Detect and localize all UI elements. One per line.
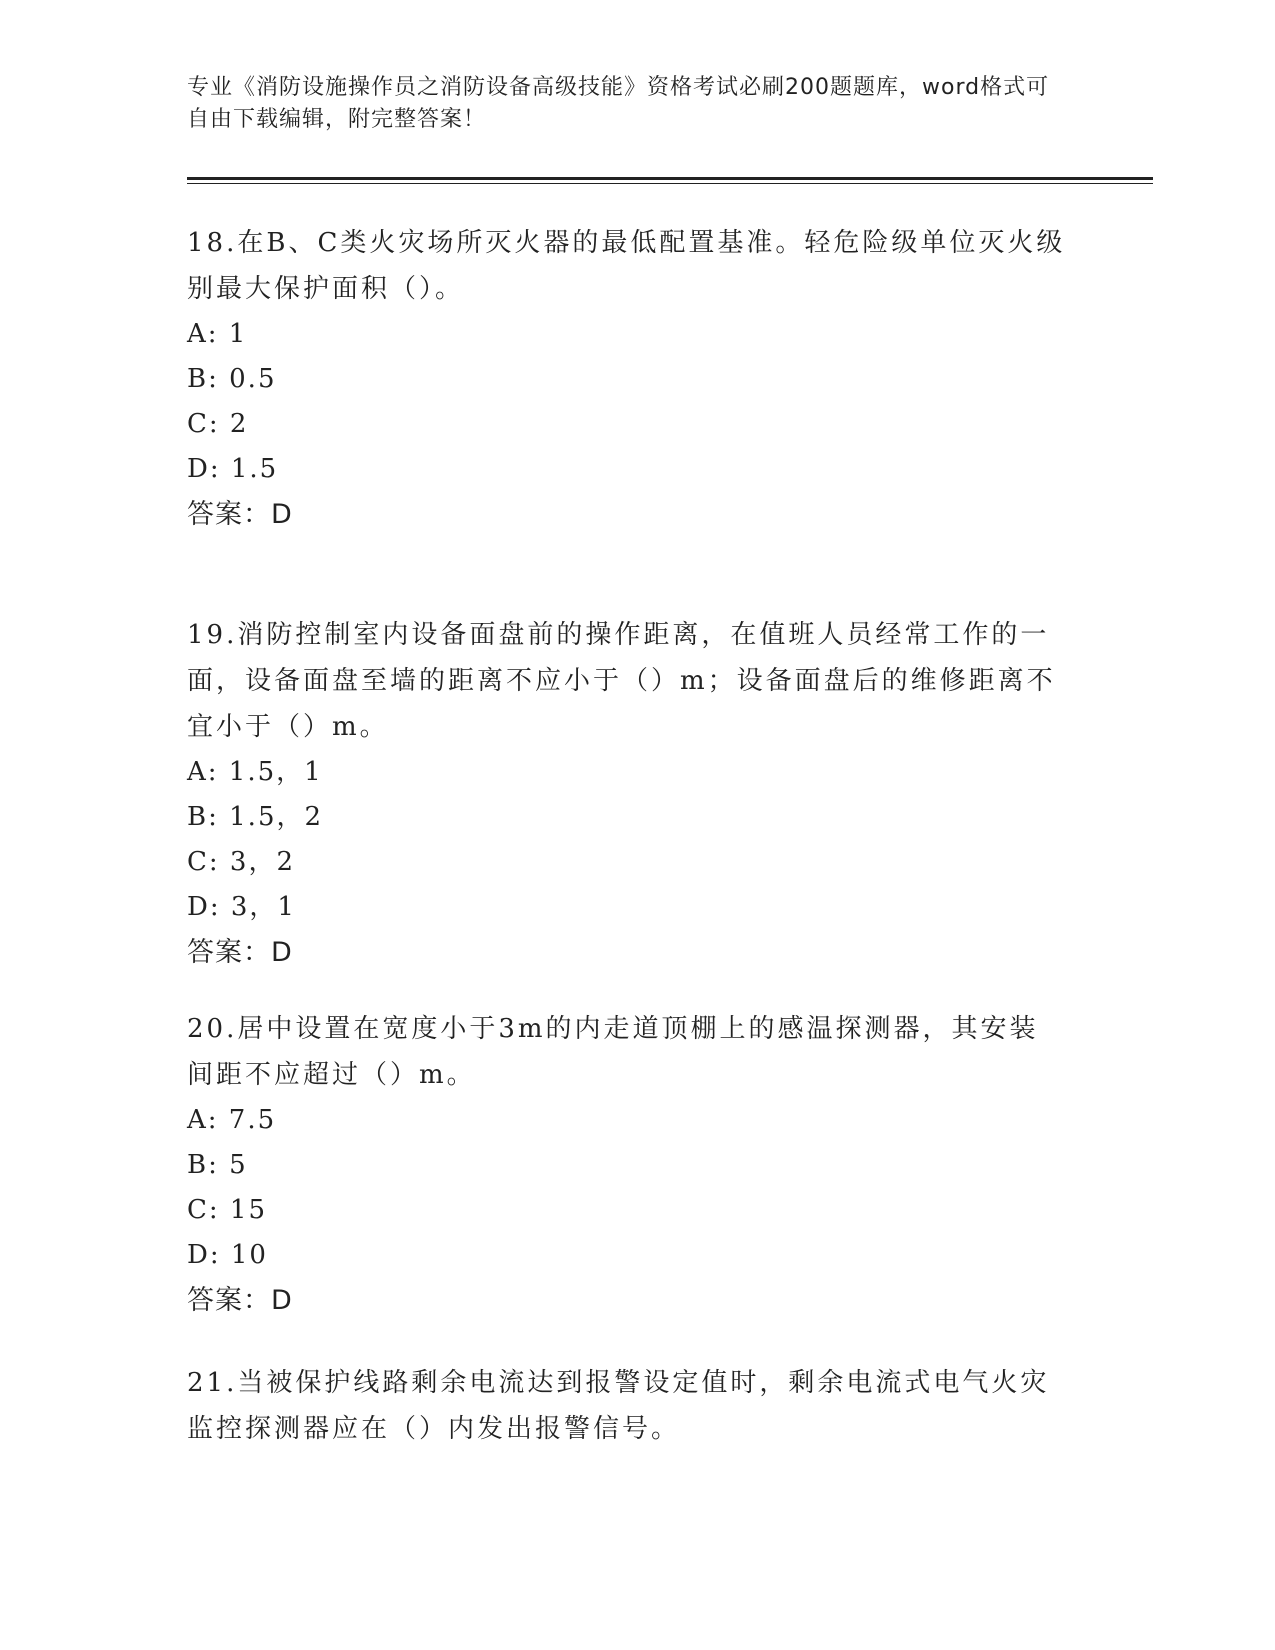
option-c: C: 2 — [187, 409, 249, 439]
question-stem: 20.居中设置在宽度小于3m的内走道顶棚上的感温探测器，其安装间距不应超过（）m。 — [187, 1014, 1039, 1090]
question-18 — [187, 220, 1067, 538]
header-divider-thick — [187, 177, 1153, 180]
question-stem: 19.消防控制室内设备面盘前的操作距离，在值班人员经常工作的一面，设备面盘至墙的距离不应小于（）m；设备面盘后的维修距离不宜小于（）m。 — [187, 620, 1056, 742]
header-divider-thin — [187, 183, 1153, 184]
option-c: C: 3，2 — [187, 847, 296, 877]
option-c: C: 15 — [187, 1195, 268, 1225]
option-b: B: 0.5 — [187, 364, 277, 394]
question-stem: 18.在B、C类火灾场所灭火器的最低配置基准。轻危险级单位灭火级别最大保护面积（）。 — [187, 228, 1066, 304]
question-19 — [187, 612, 1067, 976]
answer: 答案：D — [187, 1285, 293, 1316]
option-d: D: 3，1 — [187, 892, 296, 922]
option-a: A: 1 — [187, 319, 248, 349]
option-a: A: 1.5，1 — [187, 757, 323, 787]
question-21 — [187, 1360, 1067, 1452]
question-stem: 21.当被保护线路剩余电流达到报警设定值时，剩余电流式电气火灾监控探测器应在（）内发出报警信号。 — [187, 1368, 1050, 1444]
question-20 — [187, 1006, 1067, 1324]
option-d: D: 1.5 — [187, 454, 279, 484]
answer: 答案：D — [187, 499, 293, 530]
option-b: B: 5 — [187, 1150, 248, 1180]
option-a: A: 7.5 — [187, 1105, 277, 1135]
option-b: B: 1.5，2 — [187, 802, 324, 832]
answer: 答案：D — [187, 937, 293, 968]
option-d: D: 10 — [187, 1240, 268, 1270]
document-header: 专业《消防设施操作员之消防设备高级技能》资格考试必刷200题题库，word格式可自由下载编辑，附完整答案！ — [187, 75, 1050, 132]
